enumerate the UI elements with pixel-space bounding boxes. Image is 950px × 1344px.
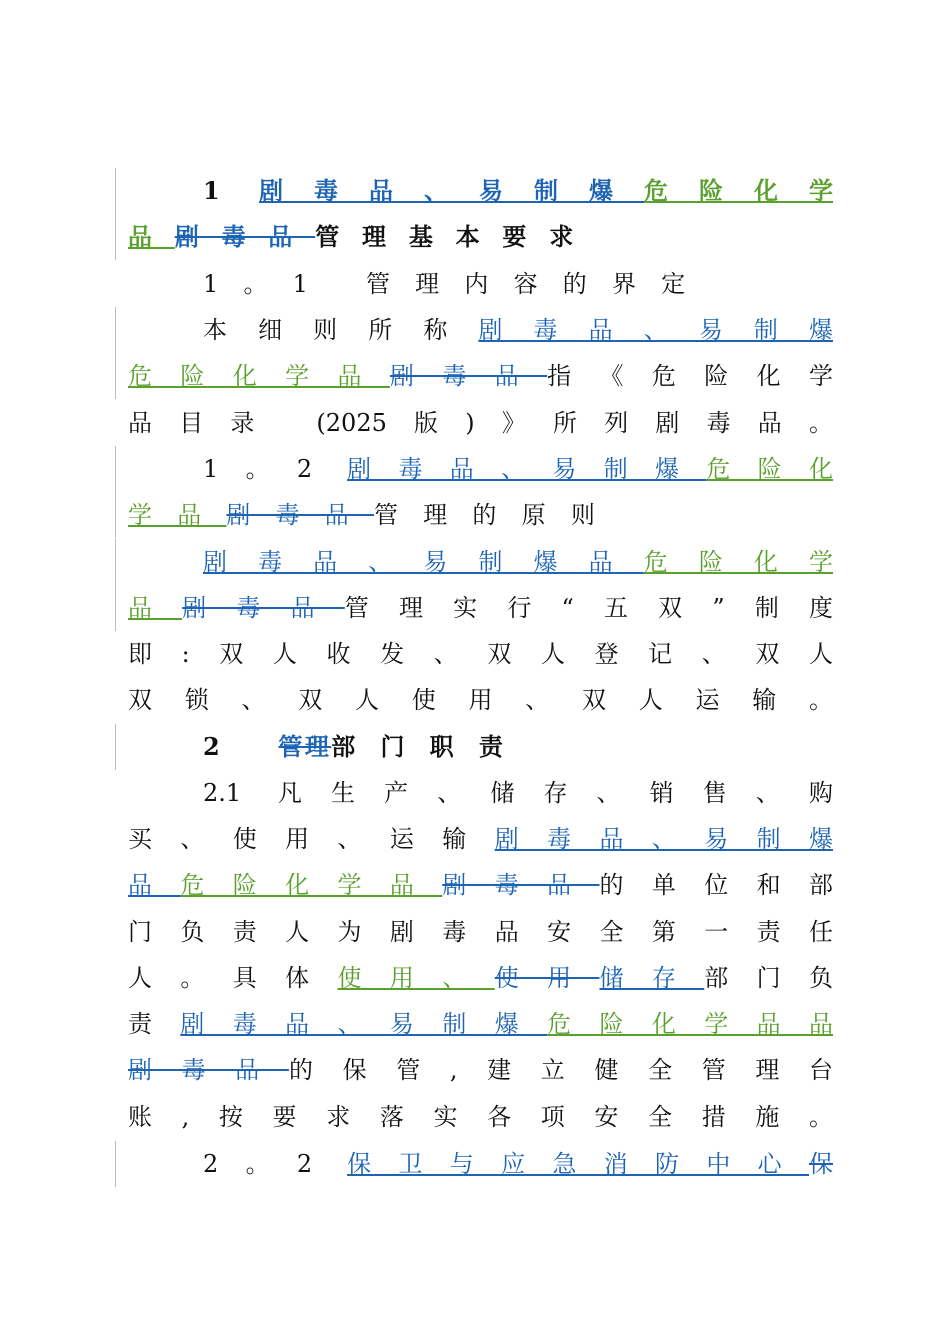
inserted-text: 剧毒品、易制爆品: [203, 548, 644, 576]
body-line: 人。具体使用、使用储存部门负: [128, 964, 833, 992]
body-line: 本细则所称剧毒品、易制爆: [203, 316, 833, 344]
revision-bar: [115, 724, 116, 770]
subsection-heading-line: 1。1 管理内容的界定: [203, 270, 711, 298]
body-line: 门负责人为剧毒品安全第一责任: [128, 918, 833, 946]
deleted-text: 使用: [494, 964, 600, 992]
body-line: 品目录 (2025版)》所列剧毒品。: [128, 409, 833, 437]
moved-text: 危险化学: [644, 176, 833, 205]
body-line: 即:双人收发、双人登记、双人: [128, 640, 833, 668]
revision-bar: [115, 539, 116, 631]
moved-text: 危险化学品品: [547, 1010, 833, 1038]
subsection-heading-line: 学品剧毒品管理的原则: [128, 501, 621, 529]
moved-text: 危险化: [706, 455, 833, 483]
inserted-text: 剧毒品、易制爆: [494, 825, 833, 853]
deleted-text: 剧毒品: [389, 362, 548, 390]
moved-text: 品: [128, 222, 175, 251]
inserted-text: 剧毒品、易制爆: [180, 1010, 548, 1038]
section-heading-line: 2 管理部门职责: [203, 732, 529, 761]
subsection-heading-line: 2。2 保卫与应急消防中心保: [203, 1150, 833, 1178]
subsection-heading-line: 1。2 剧毒品、易制爆危险化: [203, 455, 833, 483]
deleted-text: 保: [809, 1150, 833, 1178]
moved-text: 危险化学品: [128, 362, 390, 390]
moved-text: 危险化学品: [180, 871, 443, 899]
body-line: 品危险化学品剧毒品的单位和部: [128, 871, 833, 899]
deleted-text: 剧毒品: [174, 222, 316, 251]
moved-text: 使用、: [337, 964, 495, 992]
inserted-text: 保卫与应急消防中心: [347, 1150, 809, 1178]
revision-bar: [115, 1141, 116, 1187]
inserted-text: 储存: [599, 964, 705, 992]
body-line: 双锁、双人使用、双人运输。: [128, 686, 833, 714]
revision-bar: [115, 307, 116, 399]
body-line: 买、使用、运输剧毒品、易制爆: [128, 825, 833, 853]
moved-text: 品: [128, 594, 183, 622]
deleted-text: 剧毒品: [182, 594, 345, 622]
body-line: 品剧毒品管理实行“五双”制度: [128, 594, 833, 622]
body-line: 剧毒品的保管,建立健全管理台: [128, 1056, 833, 1084]
deleted-text: 剧毒品: [226, 501, 375, 529]
body-line: 账,按要求落实各项安全措施。: [128, 1103, 833, 1131]
revision-bar: [115, 446, 116, 538]
body-line: 2.1 凡生产、储存、销售、购: [203, 779, 833, 807]
deleted-text: 剧毒品: [442, 871, 600, 899]
body-line: [203, 539, 833, 585]
moved-text: 学品: [128, 501, 227, 529]
revision-bar: [115, 168, 116, 260]
inserted-text: 剧毒品、易制爆: [478, 316, 833, 344]
section-heading-line: 品剧毒品管理基本要求: [128, 222, 597, 251]
inserted-text: 剧毒品、易制爆: [259, 176, 645, 205]
inserted-text: 剧毒品、易制爆: [347, 455, 707, 483]
body-line: 危险化学品剧毒品指《危险化学: [128, 362, 833, 390]
body-line: 责剧毒品、易制爆危险化学品品: [128, 1010, 833, 1038]
section-heading-line: 1 剧毒品、易制爆危险化学: [203, 176, 833, 205]
moved-text: 危险化学: [643, 548, 833, 576]
inserted-text: 品: [128, 871, 181, 899]
deleted-text: 管理: [278, 732, 332, 761]
deleted-text: 剧毒品: [128, 1056, 289, 1084]
